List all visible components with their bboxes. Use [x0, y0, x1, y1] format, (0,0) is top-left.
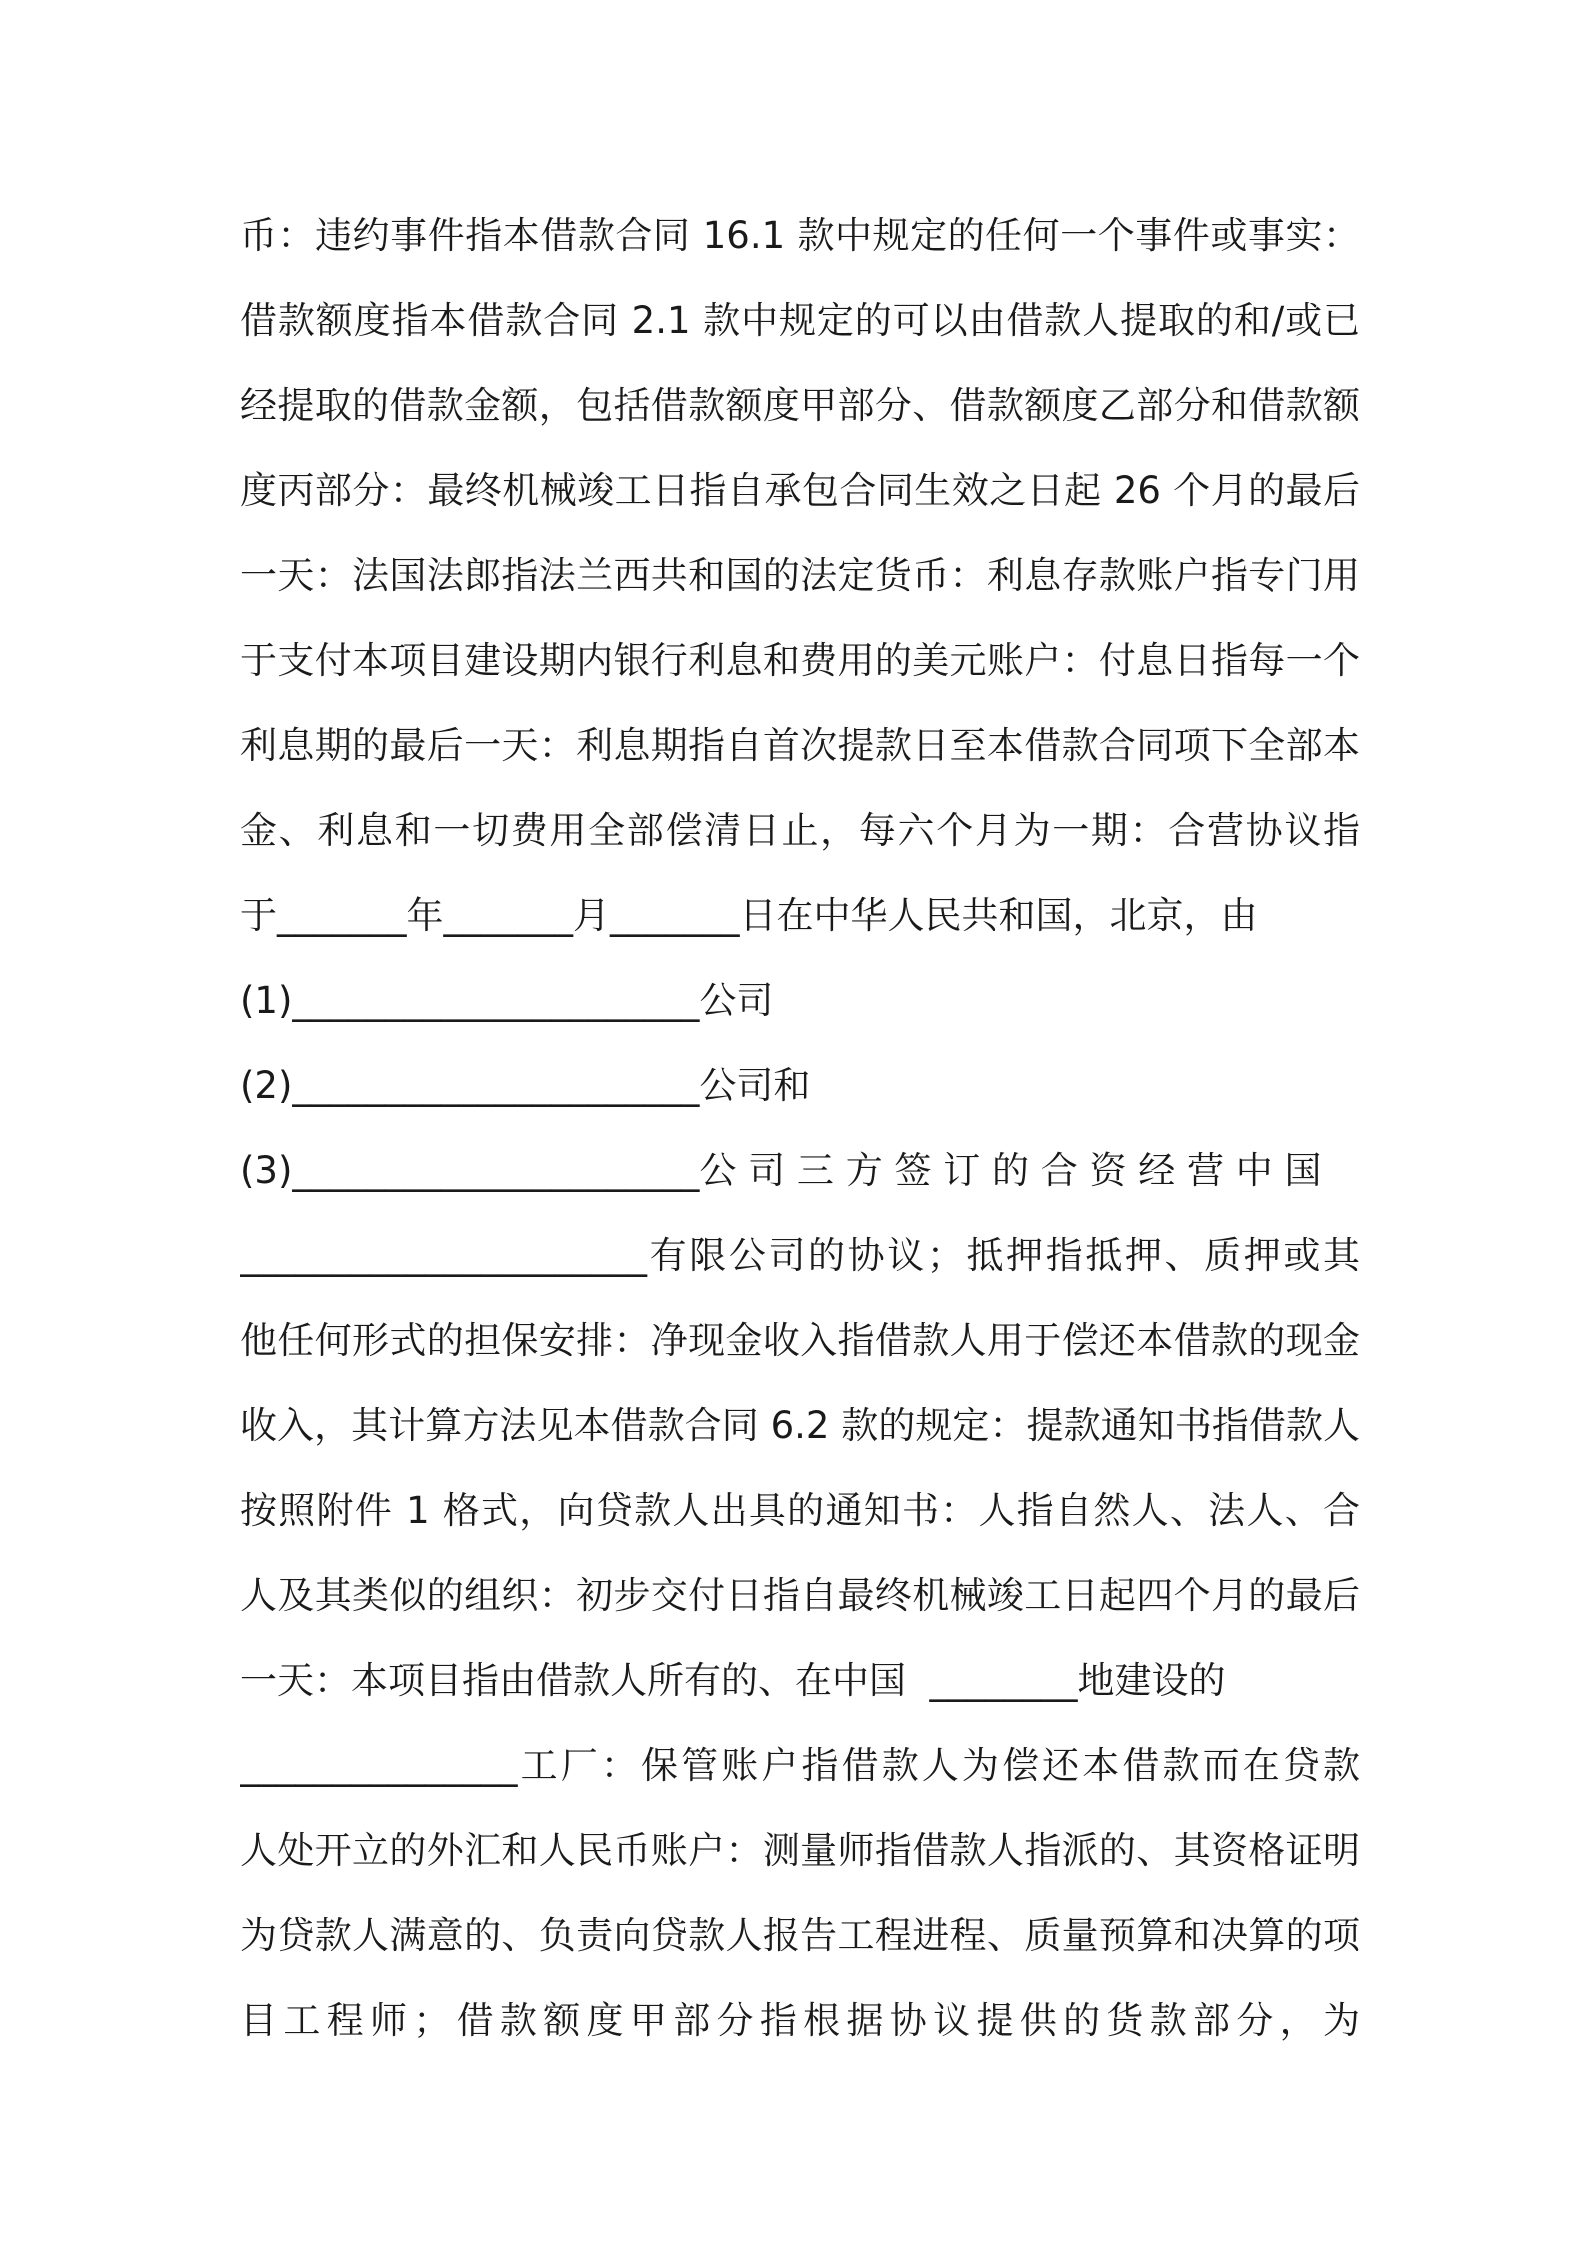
text-line: 币：违约事件指本借款合同 16.1 款中规定的任何一个事件或事实：: [240, 214, 1360, 257]
text-line: 借款额度指本借款合同 2.1 款中规定的可以由借款人提取的和/或已: [240, 299, 1360, 342]
text-line: (3)______________________公 司 三 方 签 订 的 合 资 经 营 中 国: [240, 1149, 1322, 1192]
text-line: (1)______________________公司: [240, 979, 774, 1022]
text-line: (2)______________________公司和: [240, 1064, 811, 1107]
text-line: 为贷款人满意的、负责向贷款人报告工程进程、质量预算和决算的项: [240, 1914, 1360, 1957]
text-line: 经提取的借款金额，包括借款额度甲部分、借款额度乙部分和借款额: [240, 384, 1360, 427]
text-line: 他任何形式的担保安排：净现金收入指借款人用于偿还本借款的现金: [240, 1319, 1360, 1362]
text-line: _______________工厂：保管账户指借款人为偿还本借款而在贷款: [240, 1744, 1360, 1787]
body-text: [240, 193, 1360, 2063]
text-line: 人处开立的外汇和人民币账户：测量师指借款人指派的、其资格证明: [240, 1829, 1360, 1872]
text-line: 一天：本项目指由借款人所有的、在中国 ________地建设的: [240, 1659, 1226, 1702]
text-line: 人及其类似的组织：初步交付日指自最终机械竣工日起四个月的最后: [240, 1574, 1360, 1617]
text-line: 目工程师；借款额度甲部分指根据协议提供的货款部分，为: [240, 1999, 1360, 2042]
text-line: 于支付本项目建设期内银行利息和费用的美元账户：付息日指每一个: [240, 639, 1360, 682]
text-line: 金、利息和一切费用全部偿清日止，每六个月为一期：合营协议指: [240, 809, 1360, 852]
text-line: 一天：法国法郎指法兰西共和国的法定货币：利息存款账户指专门用: [240, 554, 1360, 597]
text-line: 按照附件 1 格式，向贷款人出具的通知书：人指自然人、法人、合: [240, 1489, 1360, 1532]
text-line: 利息期的最后一天：利息期指自首次提款日至本借款合同项下全部本: [240, 724, 1360, 767]
text-line: ______________________有限公司的协议；抵押指抵押、质押或其: [240, 1234, 1360, 1277]
text-line: 收入，其计算方法见本借款合同 6.2 款的规定：提款通知书指借款人: [240, 1404, 1360, 1447]
text-line: 于_______年_______月_______日在中华人民共和国，北京，由: [240, 894, 1258, 937]
text-line: 度丙部分：最终机械竣工日指自承包合同生效之日起 26 个月的最后: [240, 469, 1360, 512]
